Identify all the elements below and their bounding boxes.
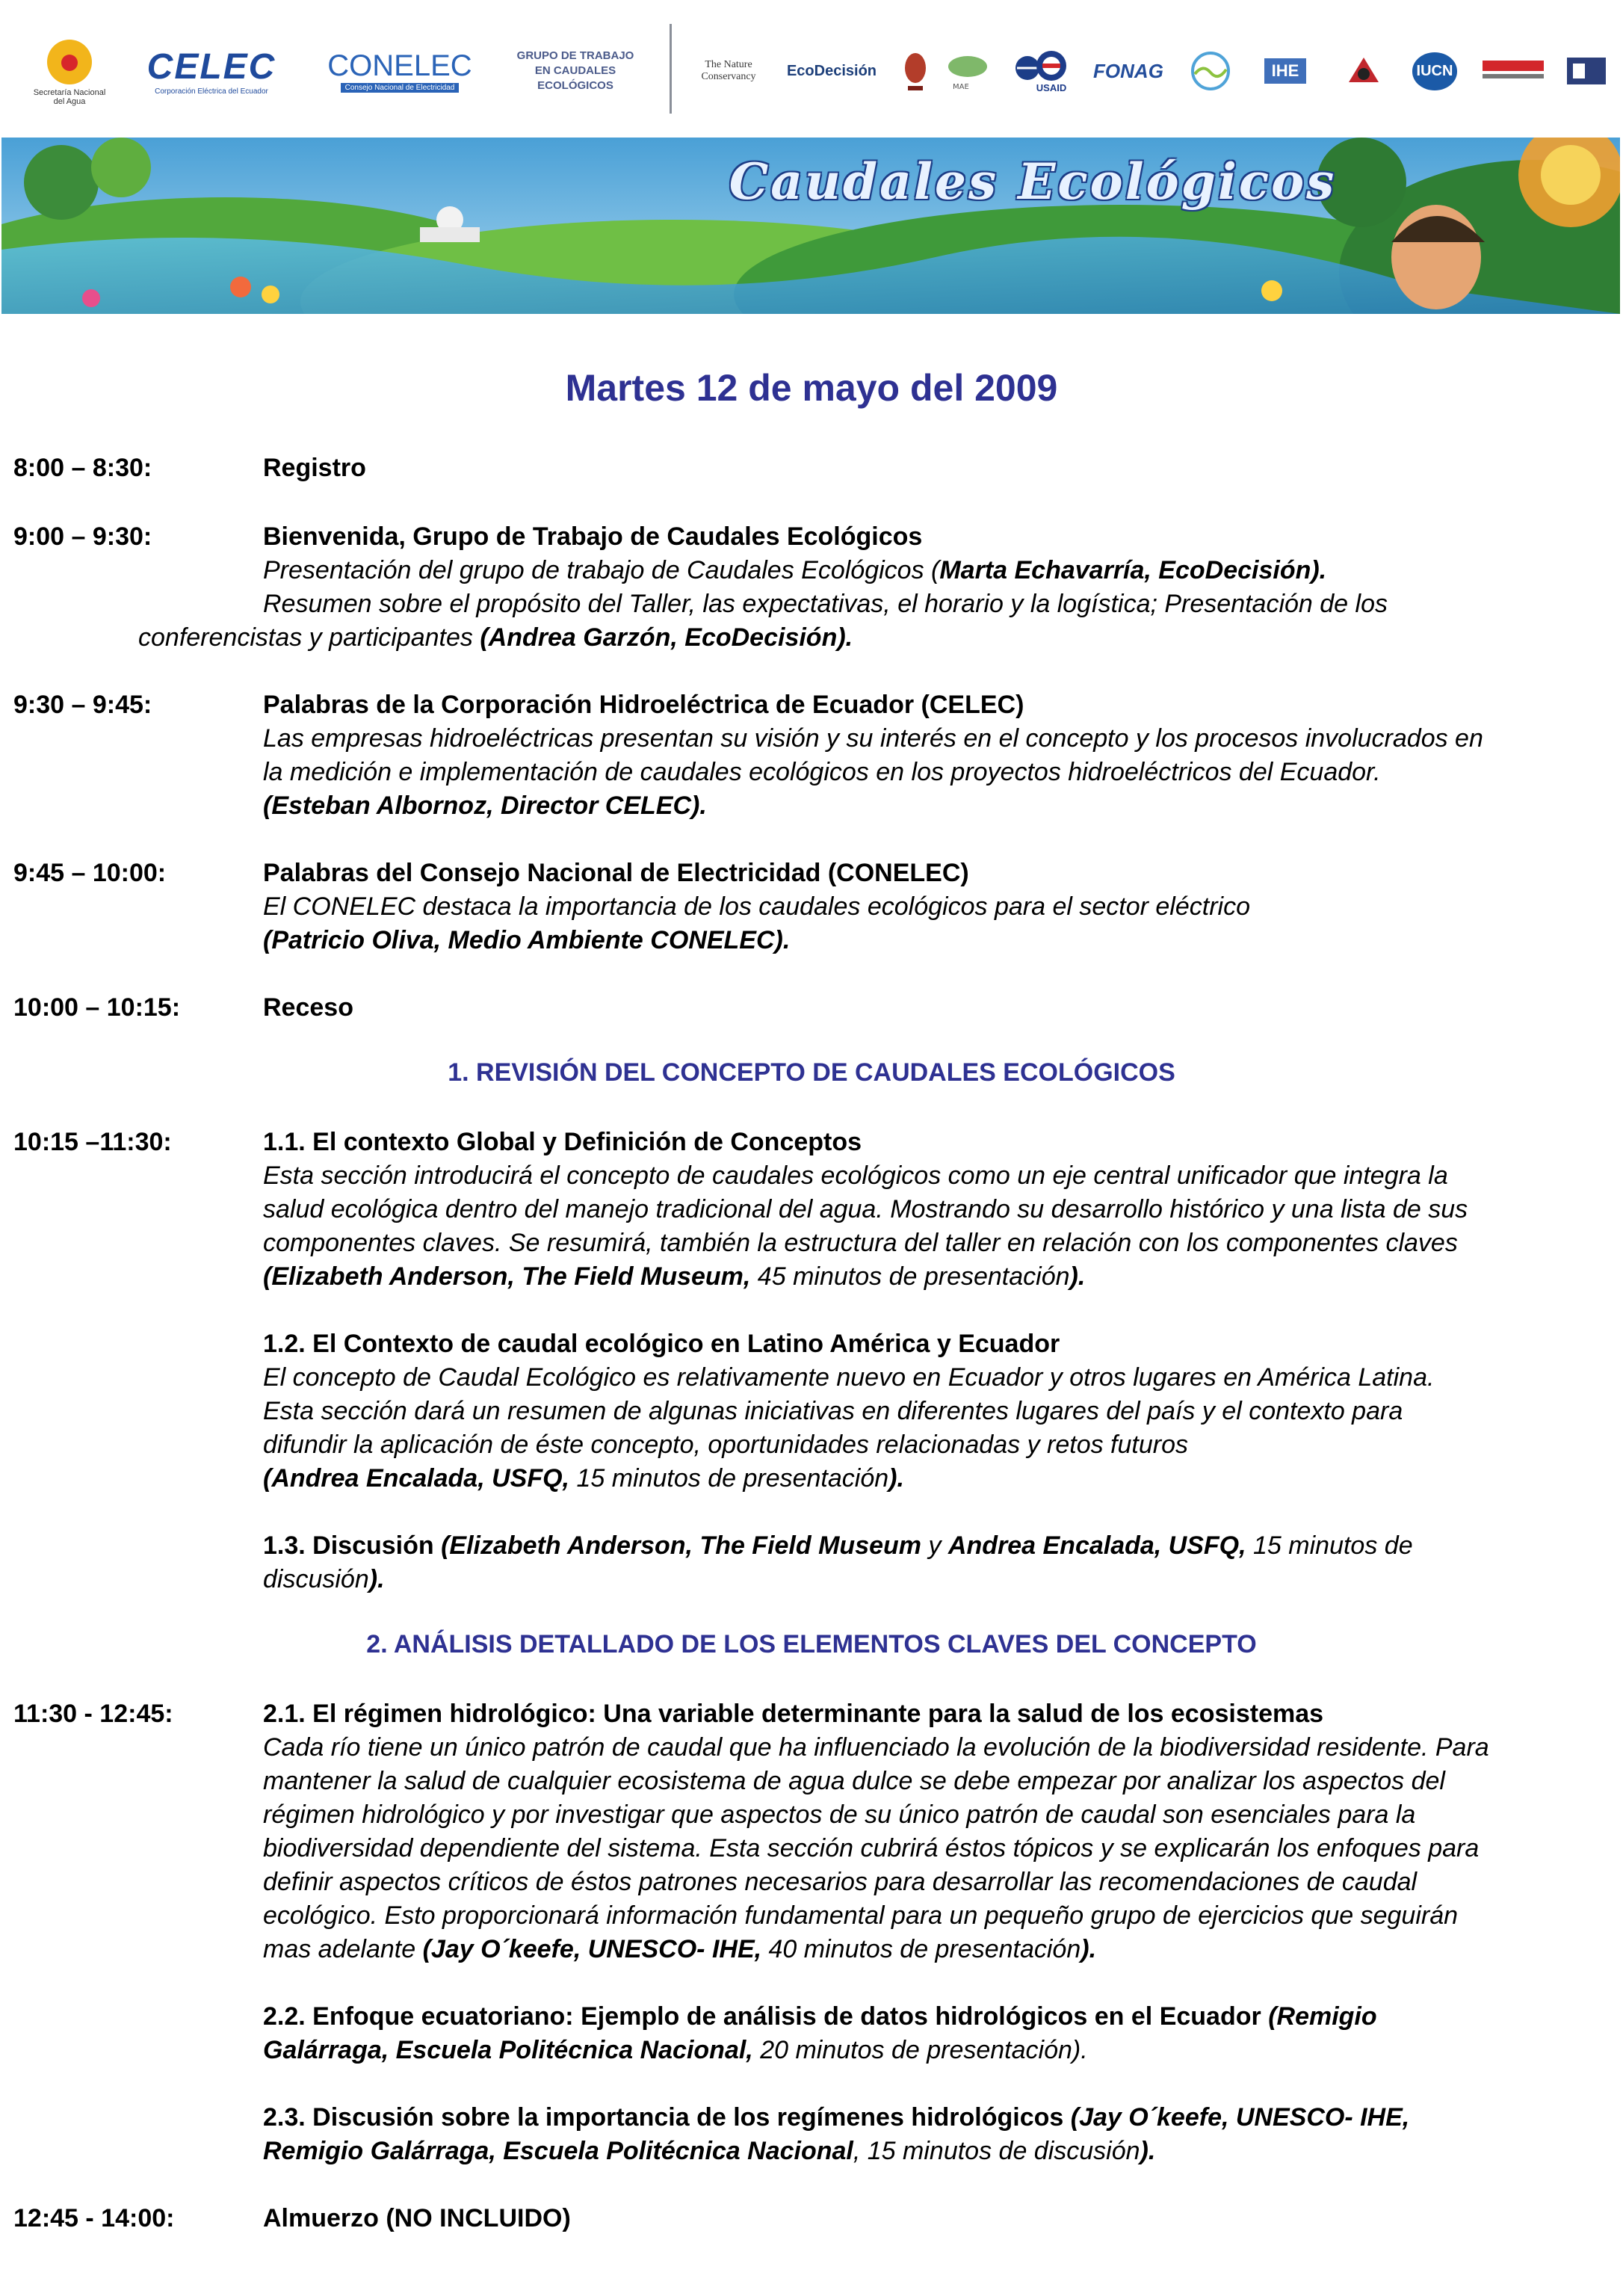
time-receso: 10:00 – 10:15: — [13, 993, 181, 1022]
wave-circle-icon — [1184, 49, 1237, 93]
item-1-1-title: 1.1. El contexto Global y Definición de Conceptos — [263, 1128, 862, 1156]
item-2-1-line: mantener la salud de cualquier ecosistema de agua dulce se debe empezar por analizar los aspectos del — [263, 1767, 1445, 1795]
ihe-logo: IHE — [1255, 30, 1315, 112]
item-1-1-line: salud ecológica dentro del manejo tradicional del agua. Mostrando su desarrollo histórico y una lista de sus — [263, 1195, 1468, 1223]
secretaria-logo: Secretaría Nacional del Agua — [21, 30, 118, 112]
ecodecision-logo: EcoDecisión — [786, 62, 877, 79]
time-almuerzo: 12:45 - 14:00: — [13, 2204, 175, 2232]
item-2-1-line: ecológico. Esto proporcionará información fundamental para un pequeño grupo de ejercicios que seguirán — [263, 1901, 1459, 1930]
item-receso: Receso — [263, 993, 353, 1022]
item-almuerzo: Almuerzo (NO INCLUIDO) — [263, 2204, 571, 2232]
item-2-1-title: 2.1. El régimen hidrológico: Una variable determinante para la salud de los ecosistemas — [263, 1700, 1324, 1728]
square-logo — [1560, 30, 1613, 112]
nature-conservancy-logo: The Nature Conservancy — [701, 59, 756, 82]
swirl-icon — [43, 36, 96, 88]
time-registro: 8:00 – 8:30: — [13, 454, 152, 482]
item-conelec-presenter: (Patricio Oliva, Medio Ambiente CONELEC). — [263, 926, 791, 954]
time-section-1: 10:15 –11:30: — [13, 1128, 172, 1156]
item-2-3-presenter: Remigio Galárraga, Escuela Politécnica Nacional, 15 minutos de discusión). — [263, 2137, 1156, 2165]
red-logo — [1476, 30, 1551, 112]
brand-mark-icon — [1480, 56, 1547, 86]
time-celec: 9:30 – 9:45: — [13, 691, 152, 719]
item-1-2-presenter: (Andrea Encalada, USFQ, 15 minutos de presentación). — [263, 1464, 904, 1493]
item-1-1-line: Esta sección introducirá el concepto de caudales ecológicos como un eje central unificador que integra la — [263, 1161, 1448, 1190]
square-mark-icon — [1564, 55, 1609, 87]
usaid-seal-icon — [1035, 49, 1068, 82]
item-2-1-line: Cada río tiene un único patrón de caudal que ha influenciado la evolución de la biodiversidad residente. Para — [263, 1733, 1489, 1762]
item-celec-line: la medición e implementación de caudales ecológicos en los proyectos hidroeléctricos del Ecuador. — [263, 758, 1381, 786]
page-title: Martes 12 de mayo del 2009 — [565, 367, 1058, 409]
item-2-1-line: definir aspectos críticos de éstos patrones necesarios para desarrollar las recomendaciones de caudal — [263, 1868, 1418, 1896]
sponsor-logos — [0, 0, 1623, 135]
item-celec-presenter: (Esteban Albornoz, Director CELEC). — [263, 791, 707, 820]
item-1-3-title: 1.3. Discusión (Elizabeth Anderson, The Field Museum y Andrea Encalada, USFQ, 15 minutos de — [263, 1531, 1413, 1560]
item-celec-title: Palabras de la Corporación Hidroeléctrica de Ecuador (CELEC) — [263, 691, 1024, 719]
item-2-2-presenter: Galárraga, Escuela Politécnica Nacional, 20 minutos de presentación). — [263, 2036, 1088, 2064]
item-1-2-line: Esta sección dará un resumen de algunas iniciativas en diferentes lugares del país y el contexto para — [263, 1397, 1403, 1425]
item-2-1-line: régimen hidrológico y por investigar que aspectos de su único patrón de caudal son esenciales para la — [263, 1800, 1416, 1829]
item-1-2-title: 1.2. El Contexto de caudal ecológico en Latino América y Ecuador — [263, 1330, 1060, 1358]
item-registro: Registro — [263, 454, 366, 482]
item-1-1-line: componentes claves. Se resumirá, también la estructura del taller en relación con los componentes claves — [263, 1229, 1458, 1257]
conelec-logo: CONELEC Consejo Nacional de Electricidad — [327, 49, 472, 92]
time-section-2: 11:30 - 12:45: — [13, 1700, 173, 1728]
celec-logo: CELEC Corporación Eléctrica del Ecuador — [146, 47, 276, 96]
item-conelec-line: El CONELEC destaca la importancia de los caudales ecológicos para el sector eléctrico — [263, 892, 1250, 921]
item-celec-line: Las empresas hidroeléctricas presentan su visión y su interés en el concepto y los procesos involucrados en — [263, 724, 1483, 753]
grupo-logo: GRUPO DE TRABAJO EN CAUDALES ECOLÓGICOS — [516, 49, 634, 92]
item-conelec-title: Palabras del Consejo Nacional de Electricidad (CONELEC) — [263, 859, 969, 887]
iucn-logo: IUCN — [1405, 30, 1465, 112]
usaid-logo: USAID — [1025, 30, 1078, 112]
item-1-2-line: difundir la aplicación de éste concepto, oportunidades relacionadas y retos futuros — [263, 1431, 1188, 1459]
svg-text:MAE: MAE — [953, 83, 969, 91]
item-bienvenida-title: Bienvenida, Grupo de Trabajo de Caudales Ecológicos — [263, 522, 923, 551]
item-1-1-presenter: (Elizabeth Anderson, The Field Museum, 45 minutos de presentación). — [263, 1262, 1086, 1291]
item-bienvenida-line: Presentación del grupo de trabajo de Caudales Ecológicos (Marta Echavarría, EcoDecisión). — [263, 556, 1327, 584]
item-bienvenida-line: conferencistas y participantes (Andrea Garzón, EcoDecisión). — [138, 623, 853, 652]
divider — [670, 24, 672, 114]
emblem-icon — [1341, 49, 1386, 93]
fonag-logo: FONAG — [1093, 59, 1163, 82]
section-heading-1: 1. REVISIÓN DEL CONCEPTO DE CAUDALES ECOLÓGICOS — [448, 1058, 1175, 1087]
banner-title: Caudales Ecológicos — [729, 152, 1337, 211]
time-conelec: 9:45 – 10:00: — [13, 859, 167, 887]
item-2-1-line: biodiversidad dependiente del sistema. Esta sección cubrirá éstos tópicos y se explicarán los enfoques para — [263, 1834, 1480, 1863]
item-2-2-title: 2.2. Enfoque ecuatoriano: Ejemplo de análisis de datos hidrológicos en el Ecuador (Remigio — [263, 2002, 1377, 2031]
item-1-3-line: discusión). — [263, 1565, 385, 1593]
item-bienvenida-line: Resumen sobre el propósito del Taller, las expectativas, el horario y la logística; Presentación de los — [263, 590, 1388, 618]
wave-logo — [1181, 30, 1240, 112]
item-1-2-line: El concepto de Caudal Ecológico es relativamente nuevo en Ecuador y otros lugares en América Latina. — [263, 1363, 1435, 1392]
item-2-1-presenter: mas adelante (Jay O´keefe, UNESCO- IHE, 40 minutos de presentación). — [263, 1935, 1097, 1963]
research-logo — [1338, 30, 1390, 112]
section-heading-2: 2. ANÁLISIS DETALLADO DE LOS ELEMENTOS CLAVES DEL CONCEPTO — [366, 1630, 1257, 1658]
time-bienvenida: 9:00 – 9:30: — [13, 522, 152, 551]
item-2-3-title: 2.3. Discusión sobre la importancia de los regímenes hidrológicos (Jay O´keefe, UNESCO- IHE, — [263, 2103, 1410, 2132]
header-banner — [1, 138, 1620, 314]
